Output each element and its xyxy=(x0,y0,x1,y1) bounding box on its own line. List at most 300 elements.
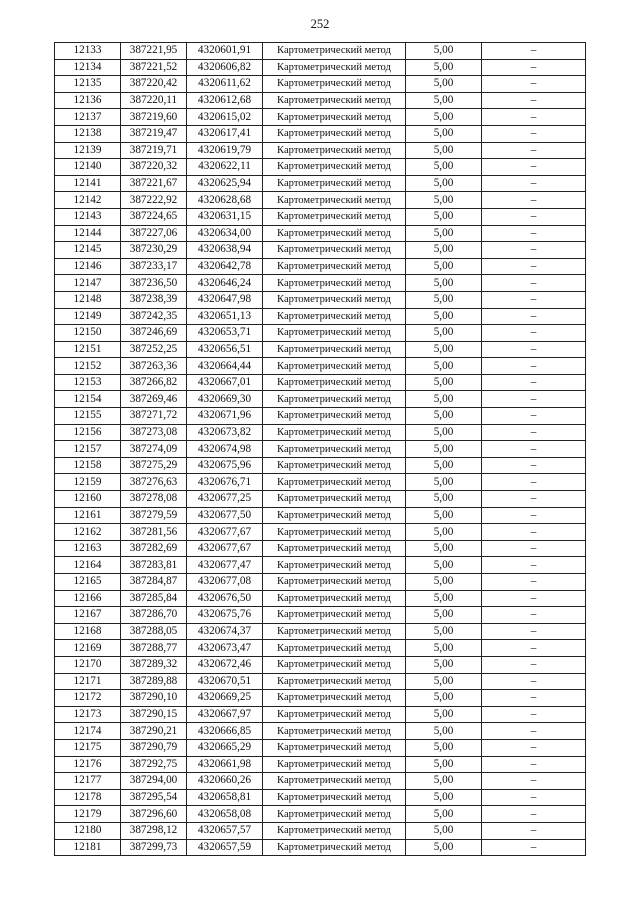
point-number-cell: 12152 xyxy=(55,358,121,375)
accuracy-cell: 5,00 xyxy=(406,341,482,358)
accuracy-cell: 5,00 xyxy=(406,175,482,192)
accuracy-cell: 5,00 xyxy=(406,507,482,524)
point-number-cell: 12180 xyxy=(55,822,121,839)
coord-x-cell: 387221,67 xyxy=(121,175,187,192)
method-cell: Картометрический метод xyxy=(263,540,406,557)
coord-y-cell: 4320647,98 xyxy=(187,291,263,308)
table-row xyxy=(55,574,586,591)
accuracy-cell: 5,00 xyxy=(406,789,482,806)
method-cell: Картометрический метод xyxy=(263,242,406,259)
coord-x-cell: 387298,12 xyxy=(121,822,187,839)
method-cell: Картометрический метод xyxy=(263,208,406,225)
coord-x-cell: 387299,73 xyxy=(121,839,187,856)
method-cell: Картометрический метод xyxy=(263,557,406,574)
coordinates-table-body xyxy=(55,43,586,856)
coord-x-cell: 387290,21 xyxy=(121,723,187,740)
note-cell: – xyxy=(482,656,586,673)
table-row xyxy=(55,690,586,707)
accuracy-cell: 5,00 xyxy=(406,225,482,242)
coord-x-cell: 387274,09 xyxy=(121,441,187,458)
table-row xyxy=(55,374,586,391)
coord-x-cell: 387276,63 xyxy=(121,474,187,491)
point-number-cell: 12175 xyxy=(55,739,121,756)
coord-x-cell: 387283,81 xyxy=(121,557,187,574)
table-row xyxy=(55,308,586,325)
coord-x-cell: 387278,08 xyxy=(121,491,187,508)
table-row xyxy=(55,208,586,225)
method-cell: Картометрический метод xyxy=(263,341,406,358)
note-cell: – xyxy=(482,43,586,60)
coord-x-cell: 387290,79 xyxy=(121,739,187,756)
coord-x-cell: 387219,71 xyxy=(121,142,187,159)
method-cell: Картометрический метод xyxy=(263,275,406,292)
point-number-cell: 12147 xyxy=(55,275,121,292)
coord-x-cell: 387263,36 xyxy=(121,358,187,375)
table-row xyxy=(55,773,586,790)
coord-y-cell: 4320657,59 xyxy=(187,839,263,856)
method-cell: Картометрический метод xyxy=(263,706,406,723)
table-row xyxy=(55,76,586,93)
coord-y-cell: 4320653,71 xyxy=(187,325,263,342)
coord-y-cell: 4320676,50 xyxy=(187,590,263,607)
coord-x-cell: 387290,10 xyxy=(121,690,187,707)
accuracy-cell: 5,00 xyxy=(406,92,482,109)
method-cell: Картометрический метод xyxy=(263,391,406,408)
point-number-cell: 12153 xyxy=(55,374,121,391)
method-cell: Картометрический метод xyxy=(263,43,406,60)
coord-y-cell: 4320651,13 xyxy=(187,308,263,325)
table-row xyxy=(55,706,586,723)
point-number-cell: 12145 xyxy=(55,242,121,259)
method-cell: Картометрический метод xyxy=(263,673,406,690)
accuracy-cell: 5,00 xyxy=(406,623,482,640)
note-cell: – xyxy=(482,690,586,707)
coord-y-cell: 4320664,44 xyxy=(187,358,263,375)
coord-y-cell: 4320658,08 xyxy=(187,806,263,823)
coord-y-cell: 4320676,71 xyxy=(187,474,263,491)
point-number-cell: 12136 xyxy=(55,92,121,109)
method-cell: Картометрический метод xyxy=(263,424,406,441)
coord-y-cell: 4320677,50 xyxy=(187,507,263,524)
note-cell: – xyxy=(482,706,586,723)
point-number-cell: 12137 xyxy=(55,109,121,126)
accuracy-cell: 5,00 xyxy=(406,374,482,391)
point-number-cell: 12149 xyxy=(55,308,121,325)
table-row xyxy=(55,806,586,823)
coord-x-cell: 387295,54 xyxy=(121,789,187,806)
table-row xyxy=(55,142,586,159)
method-cell: Картометрический метод xyxy=(263,607,406,624)
point-number-cell: 12162 xyxy=(55,524,121,541)
method-cell: Картометрический метод xyxy=(263,125,406,142)
point-number-cell: 12146 xyxy=(55,258,121,275)
point-number-cell: 12142 xyxy=(55,192,121,209)
coord-x-cell: 387236,50 xyxy=(121,275,187,292)
coord-y-cell: 4320665,29 xyxy=(187,739,263,756)
point-number-cell: 12138 xyxy=(55,125,121,142)
note-cell: – xyxy=(482,773,586,790)
accuracy-cell: 5,00 xyxy=(406,656,482,673)
note-cell: – xyxy=(482,341,586,358)
point-number-cell: 12165 xyxy=(55,574,121,591)
accuracy-cell: 5,00 xyxy=(406,76,482,93)
accuracy-cell: 5,00 xyxy=(406,192,482,209)
point-number-cell: 12159 xyxy=(55,474,121,491)
coord-y-cell: 4320631,15 xyxy=(187,208,263,225)
note-cell: – xyxy=(482,607,586,624)
point-number-cell: 12150 xyxy=(55,325,121,342)
note-cell: – xyxy=(482,424,586,441)
accuracy-cell: 5,00 xyxy=(406,739,482,756)
coord-x-cell: 387285,84 xyxy=(121,590,187,607)
method-cell: Картометрический метод xyxy=(263,723,406,740)
accuracy-cell: 5,00 xyxy=(406,773,482,790)
coord-y-cell: 4320669,25 xyxy=(187,690,263,707)
table-row xyxy=(55,656,586,673)
accuracy-cell: 5,00 xyxy=(406,557,482,574)
note-cell: – xyxy=(482,142,586,159)
accuracy-cell: 5,00 xyxy=(406,706,482,723)
table-row xyxy=(55,159,586,176)
accuracy-cell: 5,00 xyxy=(406,640,482,657)
note-cell: – xyxy=(482,225,586,242)
point-number-cell: 12157 xyxy=(55,441,121,458)
note-cell: – xyxy=(482,640,586,657)
accuracy-cell: 5,00 xyxy=(406,208,482,225)
point-number-cell: 12167 xyxy=(55,607,121,624)
note-cell: – xyxy=(482,308,586,325)
accuracy-cell: 5,00 xyxy=(406,408,482,425)
point-number-cell: 12179 xyxy=(55,806,121,823)
table-row xyxy=(55,242,586,259)
coord-y-cell: 4320661,98 xyxy=(187,756,263,773)
table-row xyxy=(55,640,586,657)
method-cell: Картометрический метод xyxy=(263,159,406,176)
point-number-cell: 12148 xyxy=(55,291,121,308)
coord-y-cell: 4320670,51 xyxy=(187,673,263,690)
coord-x-cell: 387221,52 xyxy=(121,59,187,76)
coord-y-cell: 4320671,96 xyxy=(187,408,263,425)
method-cell: Картометрический метод xyxy=(263,441,406,458)
accuracy-cell: 5,00 xyxy=(406,391,482,408)
coord-x-cell: 387238,39 xyxy=(121,291,187,308)
table-row xyxy=(55,275,586,292)
coord-x-cell: 387271,72 xyxy=(121,408,187,425)
table-row xyxy=(55,623,586,640)
accuracy-cell: 5,00 xyxy=(406,258,482,275)
note-cell: – xyxy=(482,474,586,491)
table-row xyxy=(55,524,586,541)
accuracy-cell: 5,00 xyxy=(406,125,482,142)
point-number-cell: 12170 xyxy=(55,656,121,673)
table-row xyxy=(55,557,586,574)
table-row xyxy=(55,291,586,308)
method-cell: Картометрический метод xyxy=(263,192,406,209)
coord-y-cell: 4320667,01 xyxy=(187,374,263,391)
coord-y-cell: 4320622,11 xyxy=(187,159,263,176)
point-number-cell: 12154 xyxy=(55,391,121,408)
method-cell: Картометрический метод xyxy=(263,822,406,839)
note-cell: – xyxy=(482,291,586,308)
table-row xyxy=(55,839,586,856)
method-cell: Картометрический метод xyxy=(263,59,406,76)
accuracy-cell: 5,00 xyxy=(406,673,482,690)
coord-y-cell: 4320611,62 xyxy=(187,76,263,93)
coord-x-cell: 387269,46 xyxy=(121,391,187,408)
coord-y-cell: 4320617,41 xyxy=(187,125,263,142)
coord-y-cell: 4320658,81 xyxy=(187,789,263,806)
point-number-cell: 12166 xyxy=(55,590,121,607)
table-row xyxy=(55,441,586,458)
note-cell: – xyxy=(482,59,586,76)
note-cell: – xyxy=(482,208,586,225)
table-row xyxy=(55,457,586,474)
point-number-cell: 12169 xyxy=(55,640,121,657)
note-cell: – xyxy=(482,159,586,176)
coord-y-cell: 4320677,67 xyxy=(187,524,263,541)
point-number-cell: 12140 xyxy=(55,159,121,176)
coord-y-cell: 4320638,94 xyxy=(187,242,263,259)
coord-y-cell: 4320667,97 xyxy=(187,706,263,723)
note-cell: – xyxy=(482,723,586,740)
point-number-cell: 12151 xyxy=(55,341,121,358)
method-cell: Картометрический метод xyxy=(263,374,406,391)
note-cell: – xyxy=(482,125,586,142)
point-number-cell: 12143 xyxy=(55,208,121,225)
coord-y-cell: 4320677,25 xyxy=(187,491,263,508)
point-number-cell: 12177 xyxy=(55,773,121,790)
coord-x-cell: 387246,69 xyxy=(121,325,187,342)
accuracy-cell: 5,00 xyxy=(406,590,482,607)
accuracy-cell: 5,00 xyxy=(406,358,482,375)
method-cell: Картометрический метод xyxy=(263,474,406,491)
method-cell: Картометрический метод xyxy=(263,109,406,126)
table-row xyxy=(55,43,586,60)
method-cell: Картометрический метод xyxy=(263,623,406,640)
accuracy-cell: 5,00 xyxy=(406,540,482,557)
accuracy-cell: 5,00 xyxy=(406,723,482,740)
note-cell: – xyxy=(482,325,586,342)
table-row xyxy=(55,822,586,839)
coord-y-cell: 4320657,57 xyxy=(187,822,263,839)
method-cell: Картометрический метод xyxy=(263,76,406,93)
accuracy-cell: 5,00 xyxy=(406,142,482,159)
table-row xyxy=(55,789,586,806)
note-cell: – xyxy=(482,258,586,275)
point-number-cell: 12156 xyxy=(55,424,121,441)
note-cell: – xyxy=(482,623,586,640)
coord-y-cell: 4320634,00 xyxy=(187,225,263,242)
method-cell: Картометрический метод xyxy=(263,291,406,308)
point-number-cell: 12155 xyxy=(55,408,121,425)
accuracy-cell: 5,00 xyxy=(406,242,482,259)
note-cell: – xyxy=(482,76,586,93)
note-cell: – xyxy=(482,574,586,591)
method-cell: Картометрический метод xyxy=(263,258,406,275)
table-row xyxy=(55,607,586,624)
table-row xyxy=(55,225,586,242)
point-number-cell: 12172 xyxy=(55,690,121,707)
point-number-cell: 12133 xyxy=(55,43,121,60)
method-cell: Картометрический метод xyxy=(263,457,406,474)
note-cell: – xyxy=(482,457,586,474)
coord-x-cell: 387220,11 xyxy=(121,92,187,109)
method-cell: Картометрический метод xyxy=(263,308,406,325)
coord-x-cell: 387281,56 xyxy=(121,524,187,541)
coord-y-cell: 4320619,79 xyxy=(187,142,263,159)
coord-x-cell: 387289,88 xyxy=(121,673,187,690)
table-row xyxy=(55,125,586,142)
point-number-cell: 12174 xyxy=(55,723,121,740)
coord-y-cell: 4320669,30 xyxy=(187,391,263,408)
coord-y-cell: 4320612,68 xyxy=(187,92,263,109)
coord-x-cell: 387279,59 xyxy=(121,507,187,524)
accuracy-cell: 5,00 xyxy=(406,474,482,491)
table-row xyxy=(55,258,586,275)
note-cell: – xyxy=(482,358,586,375)
coord-x-cell: 387284,87 xyxy=(121,574,187,591)
accuracy-cell: 5,00 xyxy=(406,756,482,773)
table-row xyxy=(55,391,586,408)
method-cell: Картометрический метод xyxy=(263,656,406,673)
table-row xyxy=(55,474,586,491)
note-cell: – xyxy=(482,524,586,541)
method-cell: Картометрический метод xyxy=(263,756,406,773)
method-cell: Картометрический метод xyxy=(263,92,406,109)
coord-x-cell: 387252,25 xyxy=(121,341,187,358)
note-cell: – xyxy=(482,739,586,756)
method-cell: Картометрический метод xyxy=(263,640,406,657)
point-number-cell: 12141 xyxy=(55,175,121,192)
table-row xyxy=(55,673,586,690)
coord-x-cell: 387296,60 xyxy=(121,806,187,823)
method-cell: Картометрический метод xyxy=(263,491,406,508)
method-cell: Картометрический метод xyxy=(263,789,406,806)
point-number-cell: 12176 xyxy=(55,756,121,773)
table-row xyxy=(55,325,586,342)
method-cell: Картометрический метод xyxy=(263,175,406,192)
note-cell: – xyxy=(482,242,586,259)
table-row xyxy=(55,59,586,76)
coord-x-cell: 387275,29 xyxy=(121,457,187,474)
coord-y-cell: 4320674,37 xyxy=(187,623,263,640)
accuracy-cell: 5,00 xyxy=(406,325,482,342)
coord-x-cell: 387219,60 xyxy=(121,109,187,126)
coord-x-cell: 387266,82 xyxy=(121,374,187,391)
coord-x-cell: 387288,77 xyxy=(121,640,187,657)
point-number-cell: 12164 xyxy=(55,557,121,574)
accuracy-cell: 5,00 xyxy=(406,275,482,292)
note-cell: – xyxy=(482,789,586,806)
note-cell: – xyxy=(482,491,586,508)
coord-x-cell: 387219,47 xyxy=(121,125,187,142)
coord-y-cell: 4320606,82 xyxy=(187,59,263,76)
accuracy-cell: 5,00 xyxy=(406,839,482,856)
coord-x-cell: 387282,69 xyxy=(121,540,187,557)
method-cell: Картометрический метод xyxy=(263,358,406,375)
coord-y-cell: 4320677,67 xyxy=(187,540,263,557)
point-number-cell: 12158 xyxy=(55,457,121,474)
note-cell: – xyxy=(482,175,586,192)
accuracy-cell: 5,00 xyxy=(406,690,482,707)
accuracy-cell: 5,00 xyxy=(406,424,482,441)
accuracy-cell: 5,00 xyxy=(406,43,482,60)
coord-x-cell: 387292,75 xyxy=(121,756,187,773)
coord-y-cell: 4320628,68 xyxy=(187,192,263,209)
note-cell: – xyxy=(482,806,586,823)
note-cell: – xyxy=(482,839,586,856)
note-cell: – xyxy=(482,590,586,607)
coord-x-cell: 387289,32 xyxy=(121,656,187,673)
table-row xyxy=(55,92,586,109)
point-number-cell: 12171 xyxy=(55,673,121,690)
accuracy-cell: 5,00 xyxy=(406,159,482,176)
method-cell: Картометрический метод xyxy=(263,839,406,856)
point-number-cell: 12160 xyxy=(55,491,121,508)
note-cell: – xyxy=(482,192,586,209)
note-cell: – xyxy=(482,109,586,126)
accuracy-cell: 5,00 xyxy=(406,524,482,541)
coord-y-cell: 4320677,08 xyxy=(187,574,263,591)
coord-y-cell: 4320625,94 xyxy=(187,175,263,192)
method-cell: Картометрический метод xyxy=(263,590,406,607)
note-cell: – xyxy=(482,822,586,839)
coord-y-cell: 4320660,26 xyxy=(187,773,263,790)
point-number-cell: 12181 xyxy=(55,839,121,856)
note-cell: – xyxy=(482,441,586,458)
table-row xyxy=(55,590,586,607)
coord-x-cell: 387294,00 xyxy=(121,773,187,790)
coord-y-cell: 4320642,78 xyxy=(187,258,263,275)
point-number-cell: 12135 xyxy=(55,76,121,93)
accuracy-cell: 5,00 xyxy=(406,59,482,76)
coord-x-cell: 387220,42 xyxy=(121,76,187,93)
table-row xyxy=(55,507,586,524)
accuracy-cell: 5,00 xyxy=(406,806,482,823)
note-cell: – xyxy=(482,275,586,292)
coord-y-cell: 4320673,82 xyxy=(187,424,263,441)
accuracy-cell: 5,00 xyxy=(406,574,482,591)
accuracy-cell: 5,00 xyxy=(406,291,482,308)
coord-x-cell: 387273,08 xyxy=(121,424,187,441)
table-row xyxy=(55,192,586,209)
note-cell: – xyxy=(482,507,586,524)
coord-y-cell: 4320615,02 xyxy=(187,109,263,126)
table-row xyxy=(55,408,586,425)
point-number-cell: 12161 xyxy=(55,507,121,524)
method-cell: Картометрический метод xyxy=(263,773,406,790)
coord-x-cell: 387224,65 xyxy=(121,208,187,225)
table-row xyxy=(55,358,586,375)
note-cell: – xyxy=(482,540,586,557)
coord-y-cell: 4320675,76 xyxy=(187,607,263,624)
accuracy-cell: 5,00 xyxy=(406,822,482,839)
coord-y-cell: 4320674,98 xyxy=(187,441,263,458)
coord-y-cell: 4320672,46 xyxy=(187,656,263,673)
coord-y-cell: 4320673,47 xyxy=(187,640,263,657)
coord-y-cell: 4320675,96 xyxy=(187,457,263,474)
note-cell: – xyxy=(482,374,586,391)
table-row xyxy=(55,491,586,508)
point-number-cell: 12178 xyxy=(55,789,121,806)
method-cell: Картометрический метод xyxy=(263,574,406,591)
method-cell: Картометрический метод xyxy=(263,739,406,756)
coordinates-table xyxy=(54,42,586,856)
point-number-cell: 12173 xyxy=(55,706,121,723)
accuracy-cell: 5,00 xyxy=(406,491,482,508)
table-row xyxy=(55,739,586,756)
table-row xyxy=(55,756,586,773)
